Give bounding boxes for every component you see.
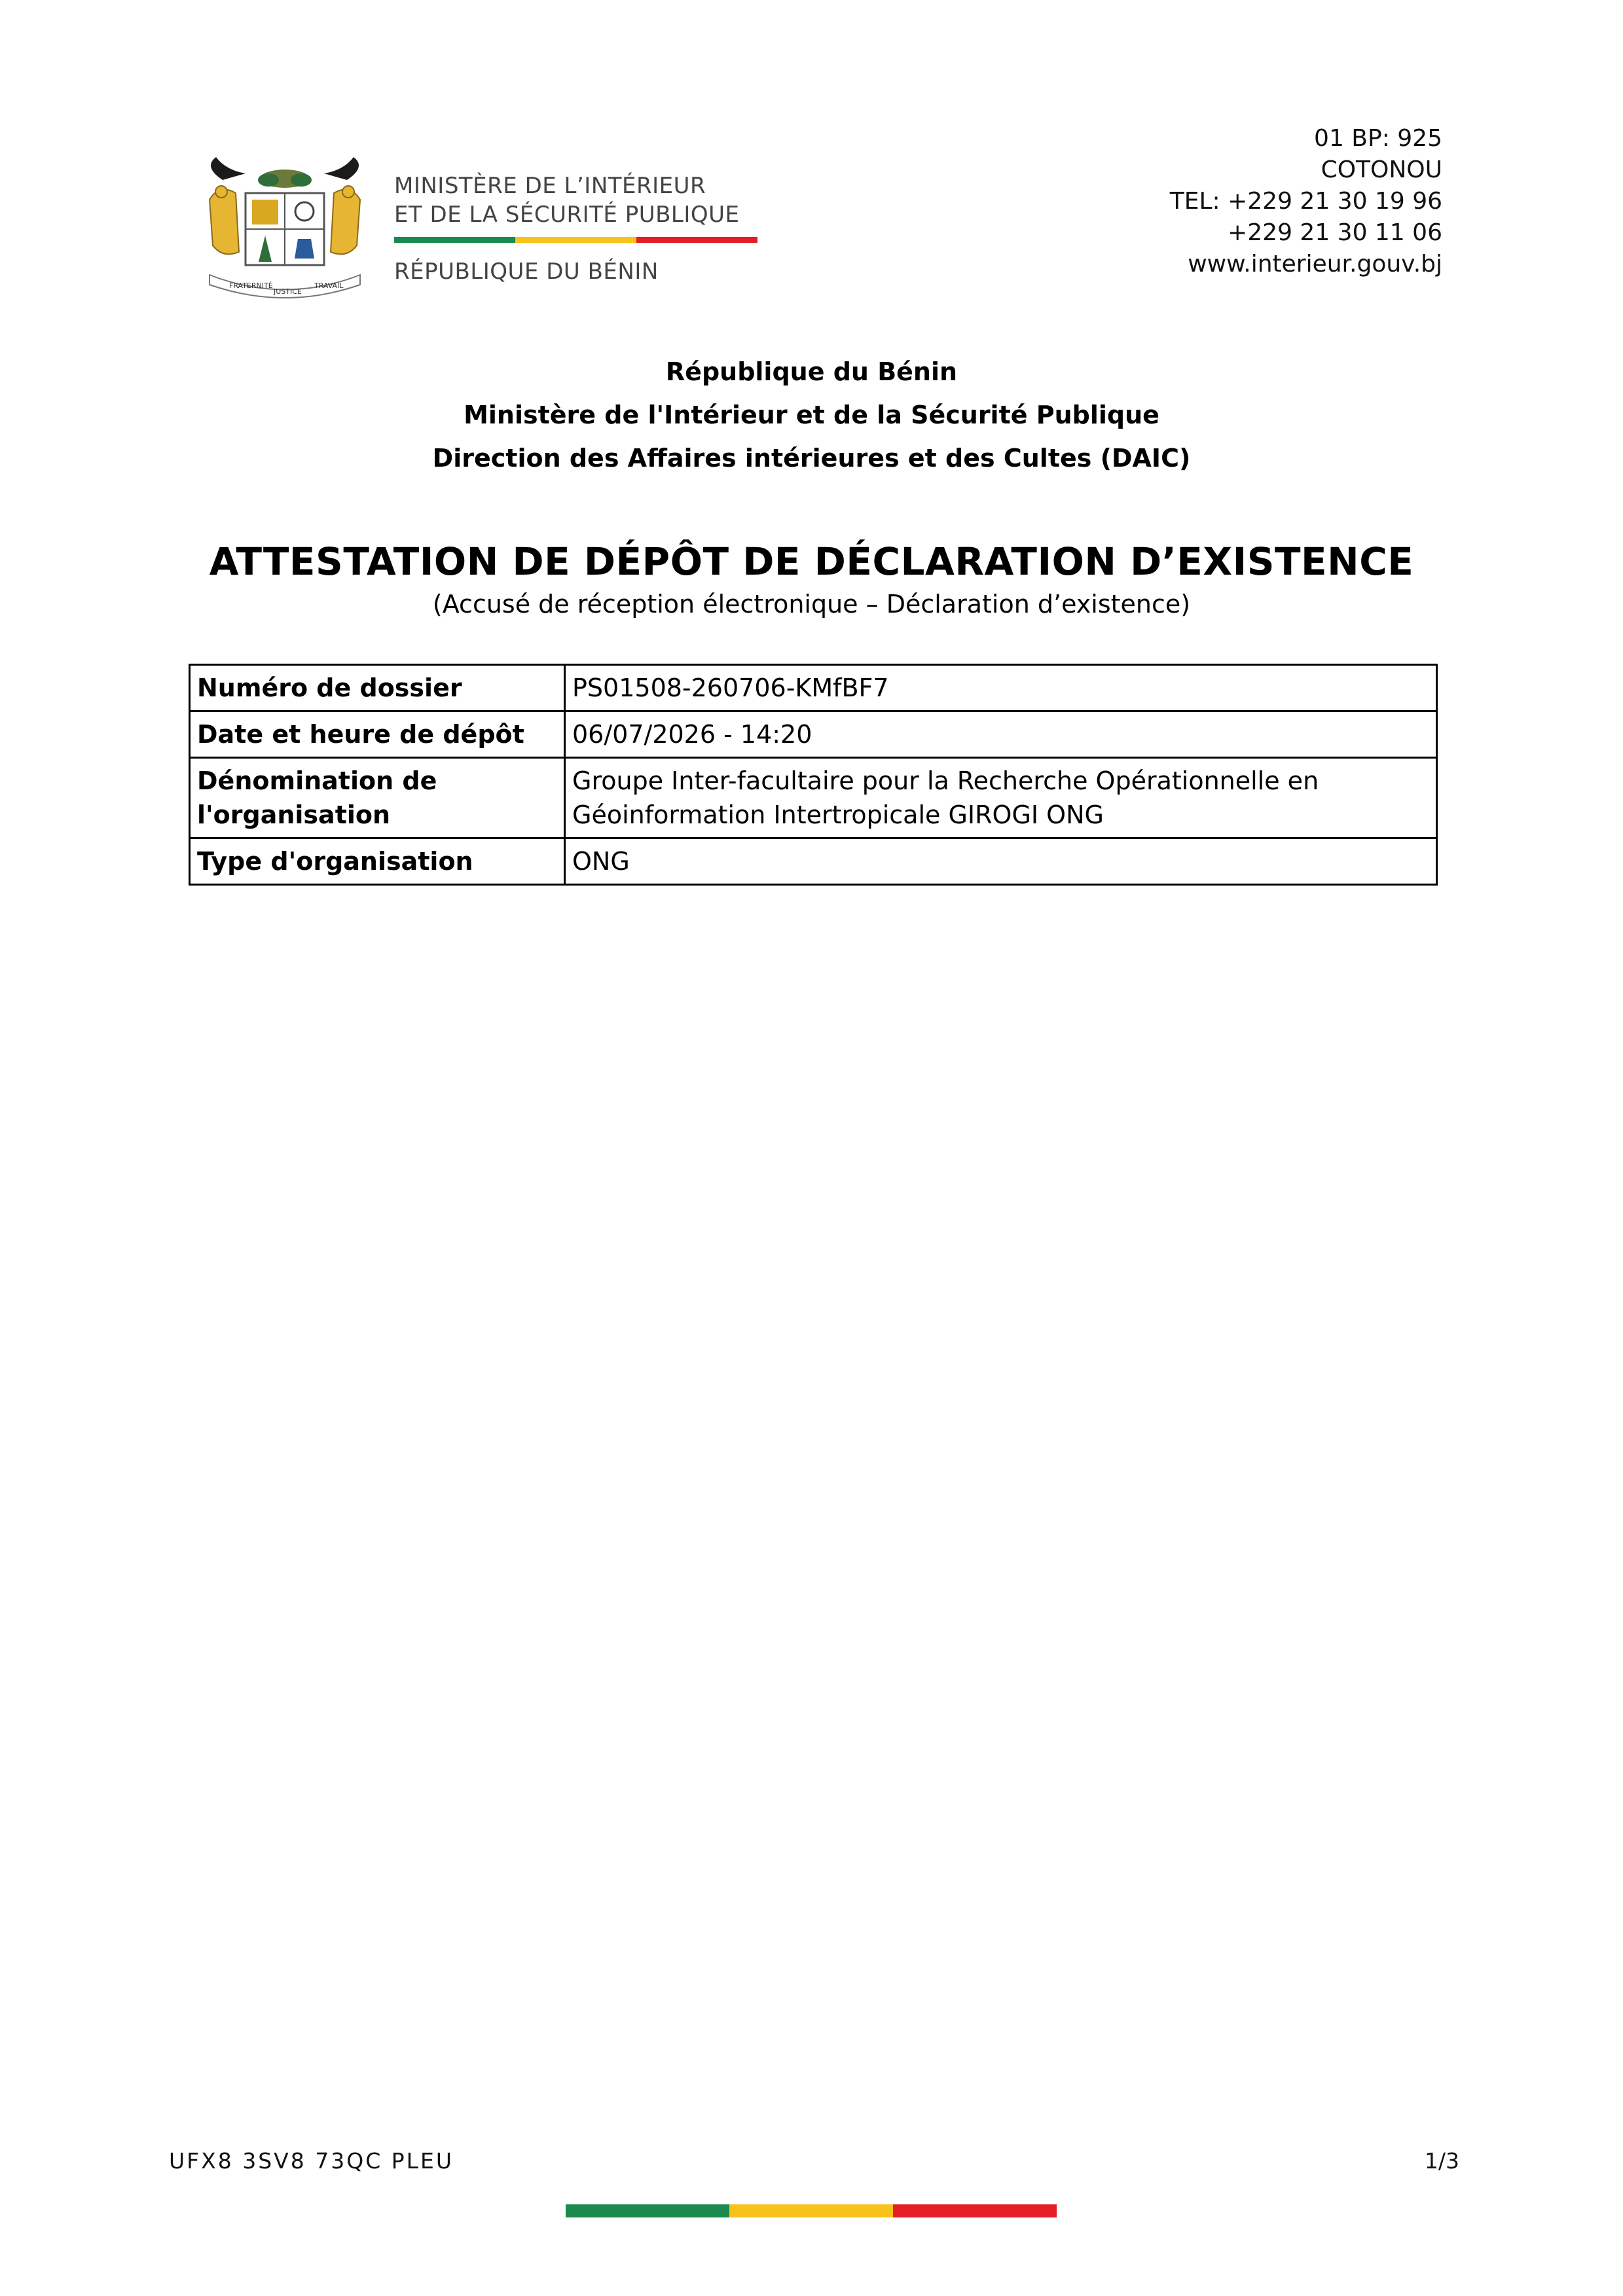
table-row	[190, 665, 1437, 711]
document-subtitle: (Accusé de réception électronique – Déclaration d’existence)	[432, 590, 1191, 619]
authority-heading	[0, 350, 1623, 480]
republic-name: RÉPUBLIQUE DU BÉNIN	[394, 259, 659, 285]
table-row	[190, 711, 1437, 758]
row-label: Date et heure de dépôt	[190, 711, 565, 758]
table-row	[190, 758, 1437, 838]
footer-flag-bar	[566, 2204, 1057, 2217]
ministry-header	[394, 171, 761, 286]
phone-1: TEL: +229 21 30 19 96	[1169, 188, 1442, 215]
city: COTONOU	[1321, 156, 1442, 183]
verification-code: UFX8 3SV8 73QC PLEU	[169, 2148, 454, 2174]
dossier-info-table	[189, 664, 1438, 886]
flag-stripe	[394, 237, 757, 243]
authority-ministry: Ministère de l'Intérieur et de la Sécurité Publique	[464, 401, 1159, 429]
row-label: Dénomination de l'organisation	[190, 758, 565, 838]
authority-country: République du Bénin	[665, 357, 958, 386]
authority-direction: Direction des Affaires intérieures et des Cultes (DAIC)	[432, 444, 1191, 473]
website: www.interieur.gouv.bj	[1188, 251, 1442, 278]
contact-block	[1170, 123, 1442, 280]
table-row	[190, 838, 1437, 885]
svg-text:JUSTICE: JUSTICE	[274, 287, 302, 296]
ministry-name-line1: MINISTÈRE DE L’INTÉRIEUR	[394, 173, 706, 199]
svg-text:TRAVAIL: TRAVAIL	[314, 281, 344, 290]
coat-of-arms-logo	[196, 154, 373, 301]
row-value: 06/07/2026 - 14:20	[565, 711, 1437, 758]
row-value: ONG	[565, 838, 1437, 885]
svg-text:FRATERNITÉ: FRATERNITÉ	[229, 281, 273, 290]
postal-box: 01 BP: 925	[1314, 125, 1442, 152]
ministry-name-line2: ET DE LA SÉCURITÉ PUBLIQUE	[394, 202, 740, 228]
row-label: Numéro de dossier	[190, 665, 565, 711]
row-value: Groupe Inter-facultaire pour la Recherche Opérationnelle en Géoinformation Intertropicale GIROGI ONG	[565, 758, 1437, 838]
row-label: Type d'organisation	[190, 838, 565, 885]
row-value: PS01508-260706-KMfBF7	[565, 665, 1437, 711]
page-number: 1/3	[1424, 2148, 1459, 2174]
phone-2: +229 21 30 11 06	[1228, 219, 1442, 246]
document-title: ATTESTATION DE DÉPÔT DE DÉCLARATION D’EXISTENCE	[209, 539, 1414, 584]
